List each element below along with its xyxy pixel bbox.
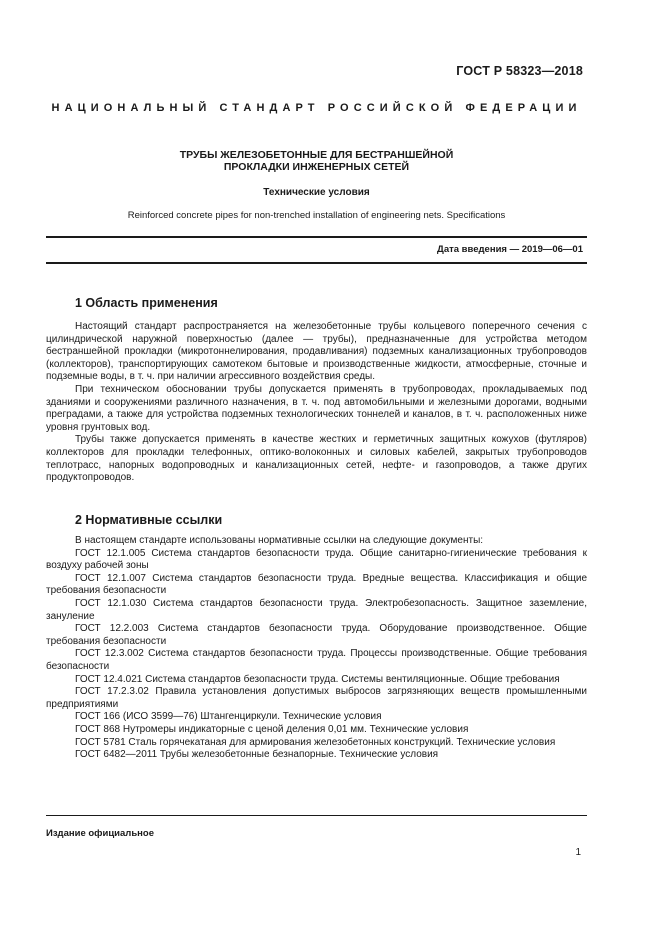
title-line-1: ТРУБЫ ЖЕЛЕЗОБЕТОННЫЕ ДЛЯ БЕСТРАНШЕЙНОЙ: [179, 149, 454, 161]
section-1-paragraph: Трубы также допускается применять в качестве жестких и герметичных защитных кожухов (футляров) коллекторов для прокладки телефонных, оптико-волоконных и силовых кабелей, закрытых трубопроводов теплотрасс, напорных водопроводных и канализационных сетей, нефте- и газопроводов, а также других продуктопроводов.: [46, 434, 587, 484]
reference-item: ГОСТ 166 (ИСО 3599—76) Штангенциркули. Технические условия: [75, 711, 382, 723]
document-subtitle: Технические условия: [263, 187, 370, 198]
document-code: ГОСТ Р 58323—2018: [456, 64, 583, 78]
section-1-body: [46, 321, 587, 485]
section-1-heading: 1 Область применения: [75, 296, 218, 310]
introduction-date: Дата введения — 2019—06—01: [437, 244, 583, 255]
reference-item: ГОСТ 868 Нутромеры индикаторные с ценой деления 0,01 мм. Технические условия: [75, 723, 469, 735]
title-divider: [46, 236, 587, 238]
date-divider: [46, 262, 587, 264]
section-1-paragraph: Настоящий стандарт распространяется на железобетонные трубы кольцевого поперечного сечения с цилиндрической наружной поверхностью (далее — трубы), предназначенные для устройства методом бестраншейной прокладки (микротоннелирования, продавливания) подземных канализационных трубопроводов (коллекторов), транспортирующих самотеком бытовые и производственные жидкости, атмосферные, сточные и подземные воды, в т. ч. при наличии агрессивного воздействия среды.: [46, 321, 587, 383]
reference-item: ГОСТ 12.4.021 Система стандартов безопасности труда. Системы вентиляционные. Общие требования: [75, 673, 560, 685]
reference-item: ГОСТ 12.1.005 Система стандартов безопасности труда. Общие санитарно-гигиенические требования к воздуху рабочей зоны: [46, 547, 587, 572]
title-line-2: ПРОКЛАДКИ ИНЖЕНЕРНЫХ СЕТЕЙ: [223, 161, 410, 173]
section-2-heading: 2 Нормативные ссылки: [75, 513, 223, 527]
section-2-body: [46, 535, 587, 762]
section-2-paragraph: В настоящем стандарте использованы нормативные ссылки на следующие документы:: [75, 535, 484, 546]
reference-item: ГОСТ 5781 Сталь горячекатаная для армирования железобетонных конструкций. Технические условия: [75, 736, 556, 748]
english-title: Reinforced concrete pipes for non-trenched installation of engineering nets. Specifications: [127, 210, 506, 221]
page-number: 1: [575, 847, 581, 858]
document-title: [46, 149, 587, 173]
reference-item: ГОСТ 12.1.007 Система стандартов безопасности труда. Вредные вещества. Классификация и общие требования безопасности: [46, 572, 587, 597]
reference-item: ГОСТ 12.1.030 Система стандартов безопасности труда. Электробезопасность. Защитное заземление, зануление: [46, 597, 587, 622]
national-standard-banner: НАЦИОНАЛЬНЫЙ СТАНДАРТ РОССИЙСКОЙ ФЕДЕРАЦИИ: [51, 102, 582, 114]
reference-item: ГОСТ 12.2.003 Система стандартов безопасности труда. Оборудование производственное. Общие требования безопасности: [46, 623, 587, 647]
reference-item: ГОСТ 12.3.002 Система стандартов безопасности труда. Процессы производственные. Общие требования безопасности: [46, 648, 587, 672]
section-1-paragraph: При техническом обосновании трубы допускается применять в трубопроводах, прокладываемых под зданиями и сооружениями различного назначения, в т. ч. под автомобильными и железными дорогами, водными преградами, а также для устройства подземных технологических тоннелей и каналов, в т. ч. расположенных ниже уровня грунтовых вод.: [46, 383, 587, 433]
reference-item: ГОСТ 17.2.3.02 Правила установления допустимых выбросов загрязняющих веществ промышленными предприятиями: [46, 686, 587, 710]
reference-item: ГОСТ 6482—2011 Трубы железобетонные безнапорные. Технические условия: [75, 749, 439, 761]
official-edition-label: Издание официальное: [46, 828, 154, 839]
footer-divider: [46, 815, 587, 816]
